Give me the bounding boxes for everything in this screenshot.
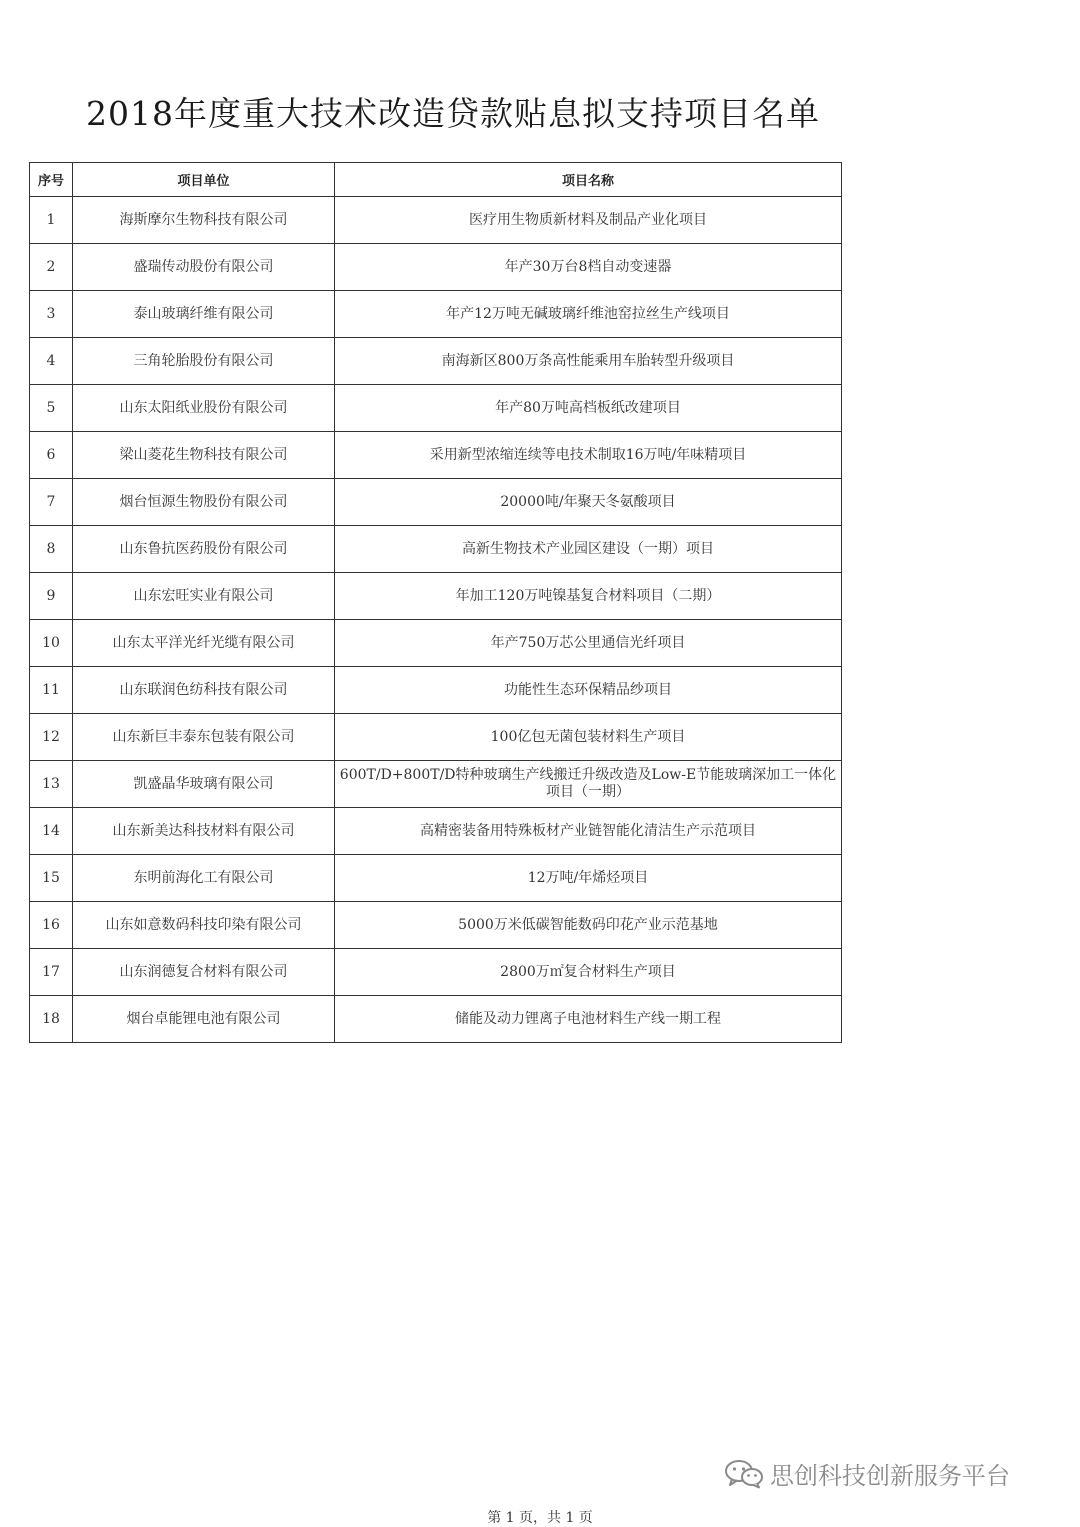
cell-no: 14 <box>30 808 73 855</box>
cell-project: 功能性生态环保精品纱项目 <box>335 667 842 714</box>
cell-no: 15 <box>30 855 73 902</box>
table-row <box>30 338 842 385</box>
cell-unit: 梁山菱花生物科技有限公司 <box>73 432 335 479</box>
table-row <box>30 197 842 244</box>
wechat-icon <box>724 1459 764 1489</box>
project-table <box>29 162 842 1043</box>
cell-no: 18 <box>30 996 73 1043</box>
cell-unit: 山东太阳纸业股份有限公司 <box>73 385 335 432</box>
table-row <box>30 385 842 432</box>
cell-project: 年产30万台8档自动变速器 <box>335 244 842 291</box>
table-row <box>30 714 842 761</box>
cell-unit: 山东如意数码科技印染有限公司 <box>73 902 335 949</box>
table-body <box>30 197 842 1043</box>
cell-unit: 烟台恒源生物股份有限公司 <box>73 479 335 526</box>
cell-no: 3 <box>30 291 73 338</box>
table-row <box>30 667 842 714</box>
cell-project: 5000万米低碳智能数码印花产业示范基地 <box>335 902 842 949</box>
table-row <box>30 526 842 573</box>
table-row <box>30 573 842 620</box>
table-row <box>30 432 842 479</box>
cell-unit: 山东鲁抗医药股份有限公司 <box>73 526 335 573</box>
cell-project: 南海新区800万条高性能乘用车胎转型升级项目 <box>335 338 842 385</box>
cell-unit: 山东润德复合材料有限公司 <box>73 949 335 996</box>
cell-no: 1 <box>30 197 73 244</box>
cell-project: 高精密装备用特殊板材产业链智能化清洁生产示范项目 <box>335 808 842 855</box>
cell-no: 17 <box>30 949 73 996</box>
cell-unit: 盛瑞传动股份有限公司 <box>73 244 335 291</box>
cell-unit: 山东新巨丰泰东包装有限公司 <box>73 714 335 761</box>
cell-project: 100亿包无菌包装材料生产项目 <box>335 714 842 761</box>
cell-no: 11 <box>30 667 73 714</box>
cell-no: 8 <box>30 526 73 573</box>
cell-project: 采用新型浓缩连续等电技术制取16万吨/年味精项目 <box>335 432 842 479</box>
table-row <box>30 996 842 1043</box>
table-row <box>30 949 842 996</box>
cell-project: 12万吨/年烯烃项目 <box>335 855 842 902</box>
cell-unit: 海斯摩尔生物科技有限公司 <box>73 197 335 244</box>
cell-project: 年产80万吨高档板纸改建项目 <box>335 385 842 432</box>
cell-project: 2800万㎡复合材料生产项目 <box>335 949 842 996</box>
cell-unit: 凯盛晶华玻璃有限公司 <box>73 761 335 808</box>
watermark <box>724 1456 1010 1491</box>
table-row <box>30 244 842 291</box>
cell-project: 储能及动力锂离子电池材料生产线一期工程 <box>335 996 842 1043</box>
page-footer: 第 1 页，共 1 页 <box>487 1510 593 1526</box>
cell-no: 13 <box>30 761 73 808</box>
cell-no: 9 <box>30 573 73 620</box>
cell-unit: 山东联润色纺科技有限公司 <box>73 667 335 714</box>
cell-unit: 烟台卓能锂电池有限公司 <box>73 996 335 1043</box>
cell-project: 20000吨/年聚天冬氨酸项目 <box>335 479 842 526</box>
header-no: 序号 <box>30 163 73 197</box>
table-row <box>30 808 842 855</box>
table-row <box>30 902 842 949</box>
cell-project: 600T/D+800T/D特种玻璃生产线搬迁升级改造及Low-E节能玻璃深加工一体化项目（一期） <box>335 761 842 808</box>
cell-no: 2 <box>30 244 73 291</box>
cell-no: 10 <box>30 620 73 667</box>
cell-project: 高新生物技术产业园区建设（一期）项目 <box>335 526 842 573</box>
table-row <box>30 479 842 526</box>
header-unit: 项目单位 <box>73 163 335 197</box>
cell-no: 12 <box>30 714 73 761</box>
cell-no: 4 <box>30 338 73 385</box>
cell-project: 年产750万芯公里通信光纤项目 <box>335 620 842 667</box>
cell-project: 年产12万吨无碱玻璃纤维池窑拉丝生产线项目 <box>335 291 842 338</box>
cell-unit: 三角轮胎股份有限公司 <box>73 338 335 385</box>
table-row <box>30 291 842 338</box>
table-row <box>30 761 842 808</box>
table-row <box>30 855 842 902</box>
page-title: 2018年度重大技术改造贷款贴息拟支持项目名单 <box>86 94 820 133</box>
cell-unit: 东明前海化工有限公司 <box>73 855 335 902</box>
cell-no: 16 <box>30 902 73 949</box>
cell-no: 5 <box>30 385 73 432</box>
watermark-text: 思创科技创新服务平台 <box>770 1462 1010 1490</box>
header-project: 项目名称 <box>335 163 842 197</box>
table-header-row <box>30 163 842 197</box>
table-row <box>30 620 842 667</box>
cell-unit: 泰山玻璃纤维有限公司 <box>73 291 335 338</box>
cell-no: 7 <box>30 479 73 526</box>
cell-no: 6 <box>30 432 73 479</box>
cell-project: 医疗用生物质新材料及制品产业化项目 <box>335 197 842 244</box>
cell-unit: 山东宏旺实业有限公司 <box>73 573 335 620</box>
cell-project: 年加工120万吨镍基复合材料项目（二期） <box>335 573 842 620</box>
cell-unit: 山东太平洋光纤光缆有限公司 <box>73 620 335 667</box>
cell-unit: 山东新美达科技材料有限公司 <box>73 808 335 855</box>
